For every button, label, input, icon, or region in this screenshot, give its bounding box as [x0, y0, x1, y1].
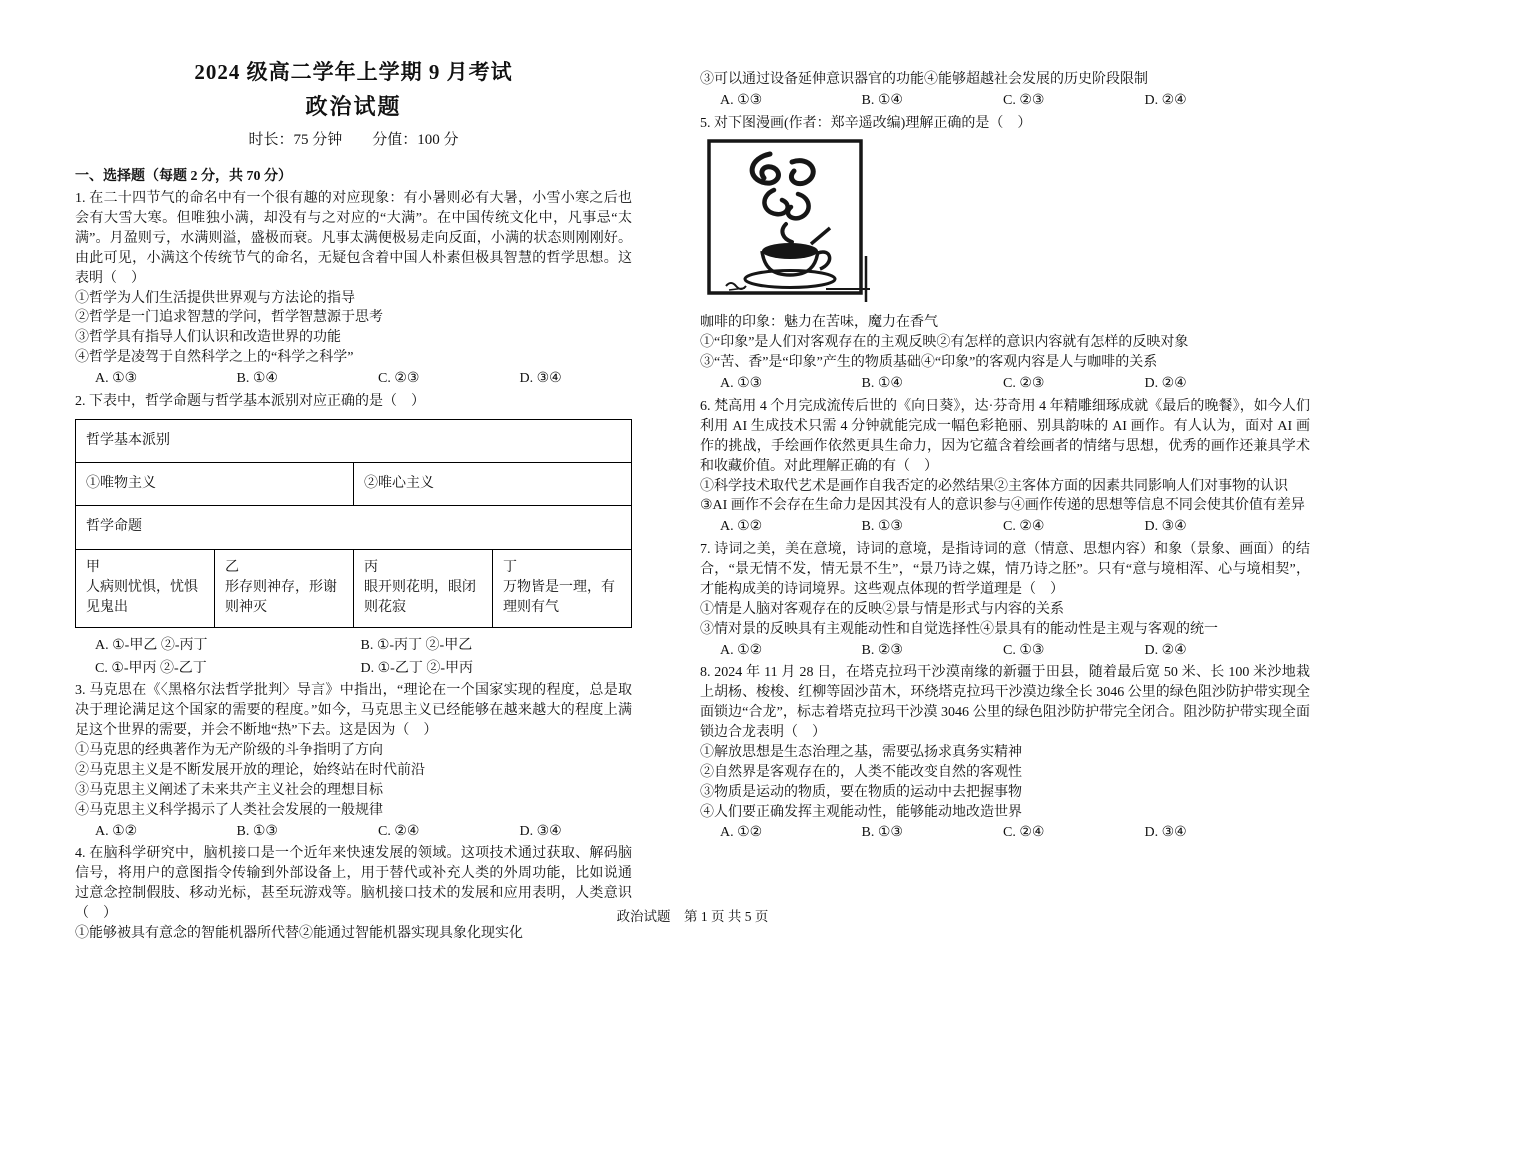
- q1-choice-c: C. ②③: [378, 371, 420, 387]
- q6-choice-c: C. ②④: [1003, 519, 1045, 535]
- table-row3-cell: 哲学命题: [76, 506, 632, 549]
- q5-choices: [700, 374, 1310, 394]
- q4-choices: [700, 91, 1310, 111]
- q3-choice-c: C. ②④: [378, 823, 420, 839]
- q5-stem: 5. 对下图漫画(作者：郑辛遥改编)理解正确的是（ ）: [700, 115, 1032, 131]
- q7-stem: 7. 诗词之美，美在意境，诗词的意境，是指诗词的意（情意、思想内容）和象（景象、画面）的结合，“景无情不发，情无景不生”，“景乃诗之媒，情乃诗之胚”。只有“意与境相浑、心与境相契”，才能构成美的诗词境界。这些观点体现的哲学道理是（ ）: [700, 542, 1310, 597]
- q1-option-3: ③哲学具有指导人们认识和改造世界的功能: [75, 330, 341, 346]
- q7-choice-a: A. ①②: [720, 642, 763, 658]
- q5-option-line-1: ①“印象”是人们对客观存在的主观反映②有怎样的意识内容就有怎样的反映对象: [700, 335, 1189, 351]
- q4-option-line-2: ③可以通过设备延伸意识器官的功能④能够超越社会发展的历史阶段限制: [700, 72, 1148, 87]
- q1-option-2: ②哲学是一门追求智慧的学问，哲学智慧源于思考: [75, 310, 383, 326]
- q7-choice-b: B. ②③: [861, 642, 903, 658]
- q6-option-line-1: ①科学技术取代艺术是画作自我否定的必然结果②主客体方面的因素共同影响人们对事物的认识: [700, 478, 1288, 494]
- table-materialism-cell: ①唯物主义: [76, 463, 354, 506]
- q7-choice-c: C. ①③: [1003, 642, 1045, 658]
- table-cell-jia-text: 人病则忧惧，忧惧见鬼出: [86, 580, 198, 616]
- table-row1-cell: 哲学基本派别: [76, 419, 632, 462]
- q5-choice-d: D. ②④: [1144, 376, 1187, 392]
- q3-option-4: ④马克思主义科学揭示了人类社会发展的一般规律: [75, 802, 383, 818]
- exam-subtitle: 政治试题: [305, 93, 402, 119]
- q5-option-line-2: ③“苦、香”是“印象”产生的物质基础④“印象”的客观内容是人与咖啡的关系: [700, 355, 1158, 371]
- table-cell-bing-text: 眼开则花明，眼闭则花寂: [364, 580, 476, 616]
- philosophy-table: [75, 419, 632, 628]
- q2-choices-row2: [75, 659, 632, 679]
- q7-choice-d: D. ②④: [1144, 642, 1187, 658]
- question-6: [700, 397, 1310, 537]
- q5-choice-a: A. ①③: [720, 376, 763, 392]
- q3-choice-d: D. ③④: [519, 823, 562, 839]
- q8-choice-c: C. ②④: [1003, 825, 1045, 841]
- q8-option-2: ②自然界是客观存在的，人类不能改变自然的客观性: [700, 764, 1022, 780]
- coffee-cartoon-svg: [706, 138, 878, 304]
- q8-stem: 8. 2024 年 11 月 28 日，在塔克拉玛干沙漠南缘的新疆于田县，随着最后宽 50 米、长 100 米沙地栽上胡杨、梭梭、红柳等固沙苗木，环绕塔克拉玛干沙漠边缘全长 3046 公里的绿色阻沙防护带实现全面锁边“合龙”，标志着塔克拉玛干沙漠 3046 公里的绿色阻沙防护带完全闭合。阻沙防护带实现全面锁边合龙表明（ ）: [700, 665, 1310, 740]
- q2-choice-d: D. ①-乙丁 ②-甲丙: [360, 660, 473, 676]
- table-idealism-cell: ②唯心主义: [354, 463, 632, 506]
- q4-choice-d: D. ②④: [1144, 92, 1187, 108]
- question-4-right: [700, 70, 1310, 111]
- q6-choice-b: B. ①③: [861, 519, 903, 535]
- q8-option-3: ③物质是运动的物质，要在物质的运动中去把握事物: [700, 784, 1022, 800]
- q8-choice-a: A. ①②: [720, 825, 763, 841]
- q4-choice-a: A. ①③: [720, 92, 763, 108]
- q5-choice-c: C. ②③: [1003, 376, 1045, 392]
- q3-choice-b: B. ①③: [236, 823, 278, 839]
- table-cell-yi: [215, 549, 354, 627]
- table-cell-bing-label: 丙: [364, 559, 378, 575]
- q3-stem: 3. 马克思在《〈黑格尔法哲学批判〉导言》中指出，“理论在一个国家实现的程度，总是取决于理论满足这个国家的需要的程度。”如今，马克思主义已经能够在越来越大的程度上满足这个世界的需要，并会不断地“热”下去。这是因为（ ）: [75, 683, 632, 739]
- q6-choice-a: A. ①②: [720, 519, 763, 535]
- table-cell-bing: [354, 549, 493, 627]
- q4-option-line-1: ①能够被具有意念的智能机器所代替②能通过智能机器实现具象化现实化: [75, 925, 523, 941]
- q8-choice-d: D. ③④: [1144, 825, 1187, 841]
- q8-option-4: ④人们要正确发挥主观能动性，能够能动地改造世界: [700, 804, 1022, 820]
- coffee-surface: [762, 243, 818, 259]
- q2-choice-c: C. ①-甲丙 ②-乙丁: [95, 660, 207, 676]
- q4-choice-c: C. ②③: [1003, 92, 1045, 108]
- question-7: [700, 540, 1310, 660]
- q3-choice-a: A. ①②: [95, 823, 138, 839]
- table-cell-ding-text: 万物皆是一理，有理则有气: [503, 580, 615, 616]
- q7-choices: [700, 641, 1310, 661]
- exam-meta: 时长：75 分钟 分值：100 分: [248, 132, 459, 149]
- q7-option-line-2: ③情对景的反映具有主观能动性和自觉选择性④景具有的能动性是主观与客观的统一: [700, 621, 1218, 637]
- question-8: [700, 663, 1310, 843]
- q2-stem: 2. 下表中，哲学命题与哲学基本派别对应正确的是（ ）: [75, 393, 425, 409]
- q5-choice-b: B. ①④: [861, 376, 903, 392]
- q6-choices: [700, 517, 1310, 537]
- q7-option-line-1: ①情是人脑对客观存在的反映②景与情是形式与内容的关系: [700, 601, 1064, 617]
- table-cell-jia: [76, 549, 215, 627]
- q1-choice-d: D. ③④: [519, 371, 562, 387]
- q1-stem: 1. 在二十四节气的命名中有一个很有趣的对应现象：有小暑则必有大暑，小雪小寒之后也会有大雪大寒。但唯独小满，却没有与之对应的“大满”。在中国传统文化中，凡事忌“太满”。月盈则亏，水满则溢，盛极而衰。凡事太满便极易走向反面，小满的状态则刚刚好。由此可见，小满这个传统节气的命名，无疑包含着中国人朴素但极具智慧的哲学思想。这表明（ ）: [75, 191, 632, 286]
- q2-choice-a: A. ①-甲乙 ②-丙丁: [95, 637, 208, 653]
- table-cell-jia-label: 甲: [86, 559, 100, 575]
- question-5: [700, 114, 1310, 394]
- table-cell-ding-label: 丁: [503, 559, 517, 575]
- coffee-cartoon-image: [706, 138, 1310, 311]
- section-heading: 一、选择题（每题 2 分，共 70 分）: [75, 169, 292, 185]
- q5-cartoon-caption: 咖啡的印象：魅力在苦味，魔力在香气: [700, 314, 938, 330]
- q2-choice-b: B. ①-丙丁 ②-甲乙: [360, 637, 473, 653]
- q1-choice-a: A. ①③: [95, 371, 138, 387]
- question-4-left: [75, 844, 632, 943]
- question-1: [75, 189, 632, 389]
- question-2: [75, 392, 632, 678]
- table-cell-yi-label: 乙: [225, 559, 239, 575]
- q3-choices: [75, 822, 632, 842]
- q4-stem: 4. 在脑科学研究中，脑机接口是一个近年来快速发展的领域。这项技术通过获取、解码脑信号，将用户的意图指令传输到外部设备上，用于替代或补充人类的外周功能，比如说通过意念控制假肢、移动光标，甚至玩游戏等。脑机接口技术的发展和应用表明，人类意识（ ）: [75, 846, 632, 921]
- q3-option-2: ②马克思主义是不断发展开放的理论，始终站在时代前沿: [75, 762, 425, 778]
- q8-choice-b: B. ①③: [861, 825, 903, 841]
- q4-choice-b: B. ①④: [861, 92, 903, 108]
- q1-choices: [75, 369, 632, 389]
- q8-choices: [700, 823, 1310, 843]
- q1-option-1: ①哲学为人们生活提供世界观与方法论的指导: [75, 290, 355, 306]
- q3-option-3: ③马克思主义阐述了未来共产主义社会的理想目标: [75, 782, 383, 798]
- q1-option-4: ④哲学是凌驾于自然科学之上的“科学之科学”: [75, 350, 354, 366]
- page-footer: 政治试题 第 1 页 共 5 页: [616, 909, 769, 924]
- q1-choice-b: B. ①④: [236, 371, 278, 387]
- q2-choices-row1: [75, 636, 632, 656]
- question-3: [75, 681, 632, 841]
- q6-option-line-2: ③AI 画作不会存在生命力是因其没有人的意识参与④画作传递的思想等信息不同会使其价值有差异: [700, 498, 1305, 514]
- left-column: [75, 58, 632, 947]
- q6-stem: 6. 梵高用 4 个月完成流传后世的《向日葵》，达·芬奇用 4 年精雕细琢成就《最后的晚餐》，如今人们利用 AI 生成技术只需 4 分钟就能完成一幅色彩艳丽、别具韵味的 AI 画作。有人认为，面对 AI 画作的挑战，手绘画作依然更具生命力，因为它蕴含着绘画者的情绪与思想，优秀的画作还兼具学术和收藏价值。对此理解正确的有（ ）: [700, 399, 1310, 474]
- right-column: [700, 70, 1310, 846]
- exam-title: 2024 级高二学年上学期 9 月考试: [194, 60, 513, 84]
- table-cell-ding: [493, 549, 632, 627]
- table-cell-yi-text: 形存则神存，形谢则神灭: [225, 580, 337, 616]
- q3-option-1: ①马克思的经典著作为无产阶级的斗争指明了方向: [75, 743, 383, 758]
- q8-option-1: ①解放思想是生态治理之基，需要弘扬求真务实精神: [700, 744, 1022, 760]
- q6-choice-d: D. ③④: [1144, 519, 1187, 535]
